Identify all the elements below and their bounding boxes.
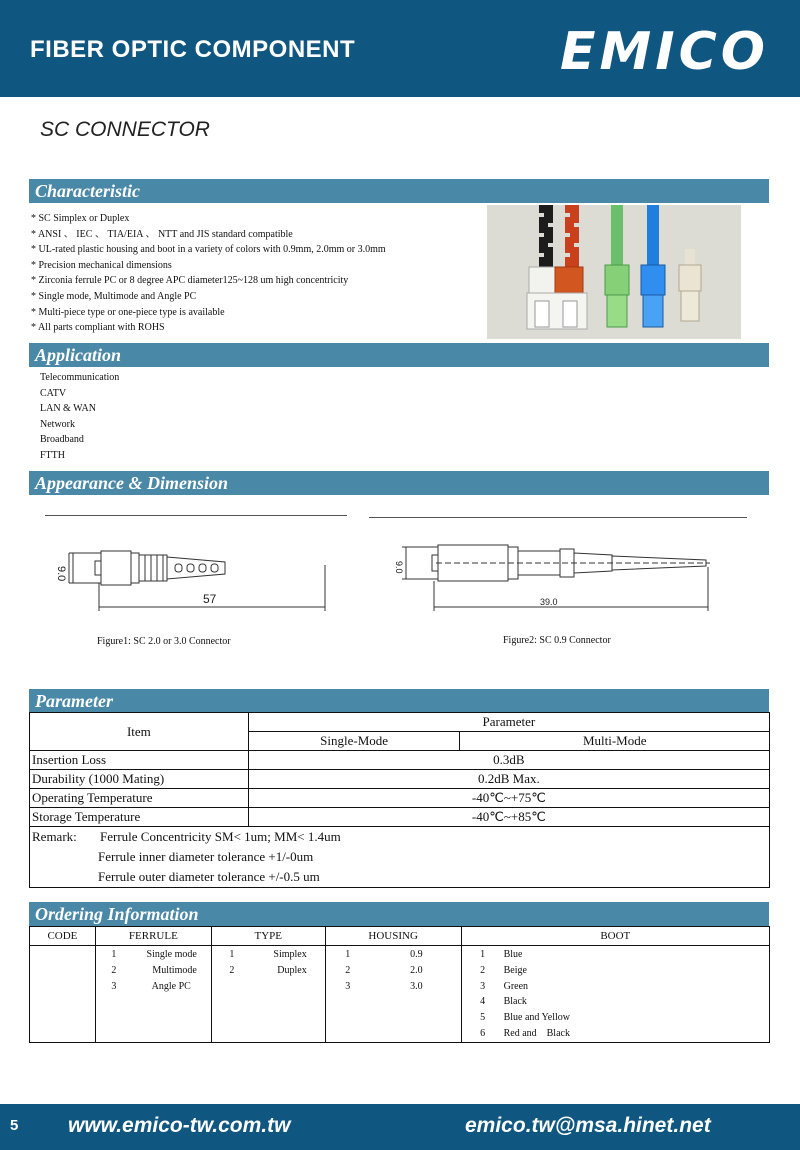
ordering-header-ferrule: FERRULE	[95, 927, 211, 946]
remark-line: Ferrule inner diameter tolerance +1/-0um	[98, 849, 314, 864]
figure1-caption: Figure1: SC 2.0 or 3.0 Connector	[97, 636, 231, 647]
ordering-heading: Ordering Information	[29, 902, 769, 926]
parameter-heading: Parameter	[29, 689, 769, 713]
list-item: 1 Blue	[480, 949, 523, 960]
ordering-housing-cell	[325, 946, 461, 1043]
figure2-height-label: 9.0	[394, 561, 404, 574]
table-cell-value: 0.2dB Max.	[248, 770, 769, 789]
list-item: * All parts compliant with ROHS	[31, 322, 165, 334]
application-heading: Application	[29, 343, 769, 367]
parameter-header-item: Item	[30, 713, 249, 751]
page-header	[0, 0, 800, 97]
ordering-code-cell	[30, 946, 96, 1043]
list-item: 6 Red and Black	[480, 1027, 570, 1039]
table-row	[30, 808, 770, 827]
list-item: * Multi-piece type or one-piece type is available	[31, 306, 225, 318]
table-row	[30, 770, 770, 789]
header-title: FIBER OPTIC COMPONENT	[30, 36, 356, 63]
ordering-header-code: CODE	[30, 927, 96, 946]
parameter-header-single: Single-Mode	[248, 732, 460, 751]
list-item: 2 Multimode	[111, 964, 197, 976]
figure2-drawing	[390, 535, 730, 615]
list-item: 1 Simplex	[229, 949, 307, 960]
ordering-header-boot: BOOT	[461, 927, 769, 946]
list-item: 2 2.0	[345, 964, 423, 976]
list-item: Telecommunication	[40, 372, 120, 383]
table-cell-value: -40℃~+85℃	[248, 808, 769, 827]
list-item: 3 Green	[480, 980, 529, 992]
page-footer	[0, 1104, 800, 1150]
list-item: * UL-rated plastic housing and boot in a variety of colors with 0.9mm, 2.0mm or 3.0mm	[31, 244, 386, 256]
list-item: Broadband	[40, 434, 84, 445]
list-item: LAN & WAN	[40, 403, 96, 414]
website-link[interactable]: www.emico-tw.com.tw	[68, 1114, 291, 1137]
list-item: 5 Blue and Yellow	[480, 1012, 570, 1024]
list-item: Network	[40, 418, 75, 430]
figure-rule	[369, 517, 747, 518]
ordering-type-cell	[211, 946, 325, 1043]
remark-line: Ferrule outer diameter tolerance +/-0.5 um	[98, 869, 320, 884]
list-item: CATV	[40, 387, 67, 399]
ordering-header-housing: HOUSING	[325, 927, 461, 946]
characteristic-heading: Characteristic	[29, 179, 769, 203]
characteristic-list	[31, 211, 386, 336]
list-item: * Zirconia ferrule PC or 8 degree APC diameter125~128 um high concentricity	[31, 275, 349, 287]
list-item: * ANSI 、 IEC 、 TIA/EIA 、 NTT and JIS standard compatible	[31, 228, 293, 240]
remark-line: Ferrule Concentricity SM< 1um; MM< 1.4um	[100, 829, 341, 844]
appearance-heading: Appearance & Dimension	[29, 471, 769, 495]
table-row	[30, 751, 770, 770]
application-list	[40, 370, 119, 463]
page-number: 5	[10, 1117, 19, 1134]
product-title: SC CONNECTOR	[40, 118, 210, 141]
list-item: 4 Black	[480, 996, 527, 1008]
emico-logo: EMICO	[560, 22, 769, 82]
remark-row	[30, 827, 770, 888]
remark-label: Remark:	[32, 829, 77, 844]
list-item: * Precision mechanical dimensions	[31, 259, 172, 271]
list-item: 3 3.0	[345, 980, 423, 992]
figure-rule	[45, 515, 347, 516]
list-item: * SC Simplex or Duplex	[31, 213, 130, 224]
figure1-drawing	[55, 535, 335, 615]
list-item: 2 Duplex	[229, 964, 307, 976]
figure2-length-label: 39.0	[540, 597, 558, 607]
parameter-table	[29, 712, 770, 888]
ordering-ferrule-cell	[95, 946, 211, 1043]
table-cell-item: Durability (1000 Mating)	[30, 770, 249, 789]
parameter-header-parameter: Parameter	[248, 713, 769, 732]
table-row	[30, 789, 770, 808]
ordering-header-type: TYPE	[211, 927, 325, 946]
table-cell-value: 0.3dB	[248, 751, 769, 770]
list-item: FTTH	[40, 449, 65, 461]
list-item: 1 Single mode	[111, 949, 197, 960]
ordering-boot-cell	[461, 946, 769, 1043]
figure1-length-label: 57	[203, 592, 217, 606]
ordering-table	[29, 926, 770, 1043]
table-cell-item: Insertion Loss	[30, 751, 249, 770]
list-item: * Single mode, Multimode and Angle PC	[31, 290, 197, 302]
figure1-height-label: 9.0	[55, 566, 67, 582]
list-item: 1 0.9	[345, 949, 423, 960]
parameter-header-multi: Multi-Mode	[460, 732, 770, 751]
list-item: 3 Angle PC	[111, 980, 191, 992]
email-link[interactable]: emico.tw@msa.hinet.net	[465, 1114, 711, 1137]
connector-photo	[487, 205, 741, 339]
table-cell-value: -40℃~+75℃	[248, 789, 769, 808]
list-item: 2 Beige	[480, 964, 527, 976]
table-cell-item: Operating Temperature	[30, 789, 249, 808]
table-cell-item: Storage Temperature	[30, 808, 249, 827]
figure2-caption: Figure2: SC 0.9 Connector	[503, 635, 611, 646]
